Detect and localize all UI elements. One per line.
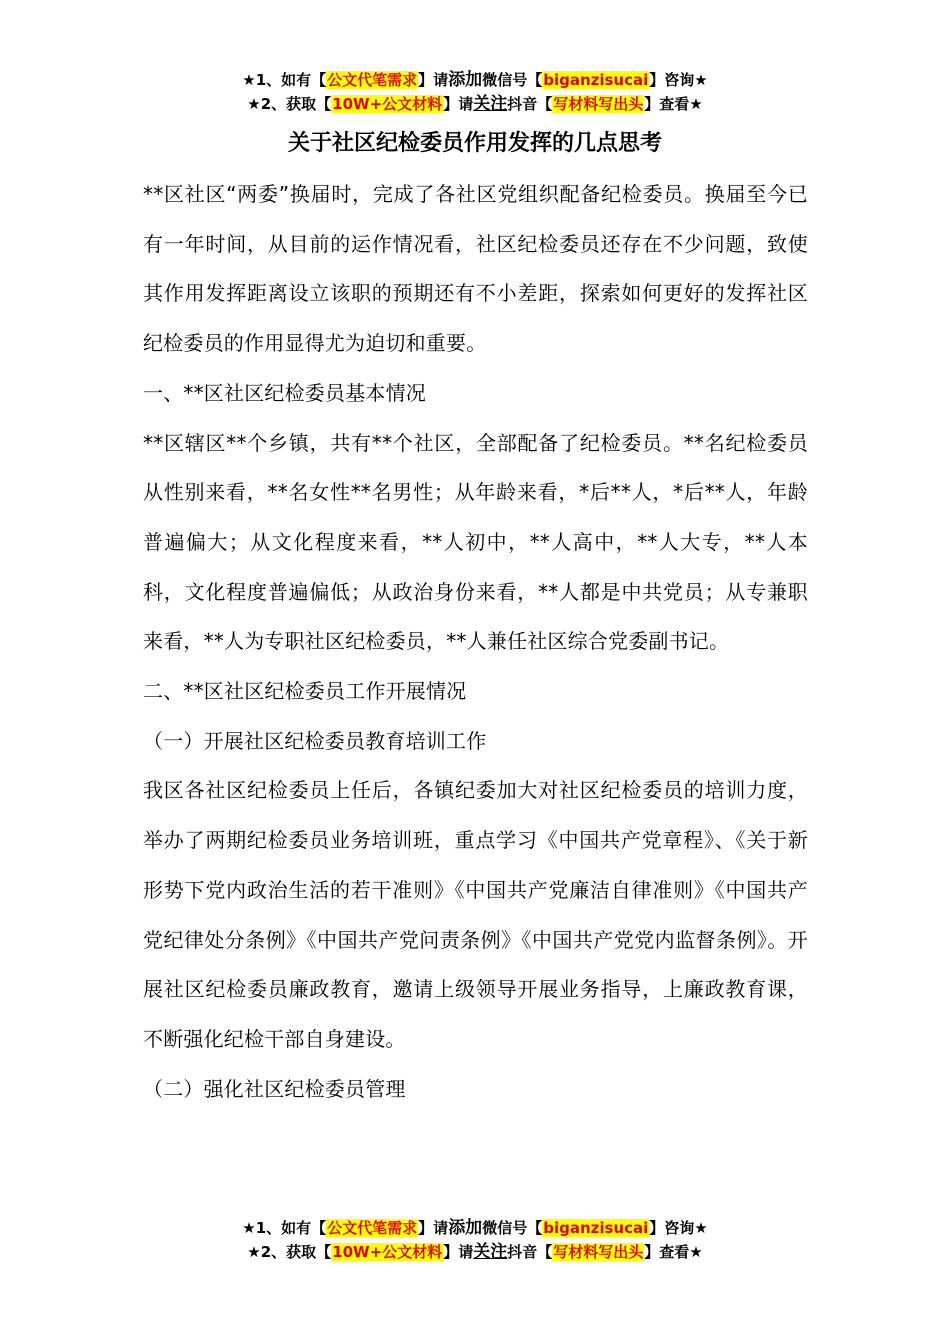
promo-line-2 (0, 1240, 950, 1264)
bottom-promo-banner (0, 1216, 950, 1264)
promo-emphasis: 添加 (448, 70, 483, 90)
promo-text: 】咨询★ (649, 1219, 708, 1237)
promo-highlight: 10W+公文材料 (332, 1243, 443, 1261)
promo-highlight: biganzisucai (543, 71, 649, 89)
promo-highlight: 写材料写出头 (553, 1243, 644, 1261)
document-title: 关于社区纪检委员作用发挥的几点思考 (287, 131, 662, 156)
promo-text: 】请 (418, 71, 449, 89)
promo-text: ★2、获取【 (247, 1243, 332, 1261)
promo-text: 微信号【 (482, 71, 543, 89)
promo-text: ★2、获取【 (247, 95, 332, 113)
section-heading-2: 二、**区社区纪检委员工作开展情况 (143, 679, 467, 704)
promo-text: 微信号【 (482, 1219, 543, 1237)
promo-highlight: 写材料写出头 (553, 95, 644, 113)
promo-line-1 (0, 1216, 950, 1240)
promo-highlight: biganzisucai (543, 1219, 649, 1237)
promo-highlight: 10W+公文材料 (332, 95, 443, 113)
promo-emphasis: 关注 (473, 1242, 508, 1262)
paragraph-training: 我区各社区纪检委员上任后，各镇纪委加大对社区纪检委员的培训力度，举办了两期纪检委员业务培训班，重点学习《中国共产党章程》、《关于新形势下党内政治生活的若干准则》《中国共产党廉洁自律准则》《中国共产党纪律处分条例》《中国共产党问责条例》《中国共产党党内监督条例》。开展社区纪检委员廉政教育，邀请上级领导开展业务指导，上廉政教育课，不断强化纪检干部自身建设。 (143, 778, 808, 1051)
subsection-heading-1: （一）开展社区纪检委员教育培训工作 (143, 728, 487, 753)
promo-text: ★1、如有【 (242, 71, 327, 89)
paragraph-basic-info: **区辖区**个乡镇，共有**个社区，全部配备了纪检委员。**名纪检委员从性别来看，**名女性**名男性；从年龄来看，*后**人，*后**人，年龄普遍偏大；从文化程度来看，**人初中，**人高中，**人大专，**人本科，文化程度普遍偏低；从政治身份来看，**人都是中共党员；从专兼职来看，**人为专职社区纪检委员，**人兼任社区综合党委副书记。 (143, 430, 808, 654)
promo-line-1 (0, 68, 950, 92)
promo-text: 】请 (443, 1243, 474, 1261)
promo-highlight: 公文代笔需求 (327, 1219, 418, 1237)
promo-text: 】请 (443, 95, 474, 113)
promo-emphasis: 关注 (473, 94, 508, 114)
section-heading-1: 一、**区社区纪检委员基本情况 (143, 380, 426, 405)
document-body (143, 170, 808, 1114)
promo-line-2 (0, 92, 950, 116)
promo-text: 抖音【 (507, 95, 553, 113)
promo-text: 】请 (418, 1219, 449, 1237)
promo-emphasis: 添加 (448, 1218, 483, 1238)
promo-text: 】查看★ (644, 95, 703, 113)
promo-text: 抖音【 (507, 1243, 553, 1261)
promo-highlight: 公文代笔需求 (327, 71, 418, 89)
promo-text: 】咨询★ (649, 71, 708, 89)
paragraph-intro: **区社区“两委”换届时，完成了各社区党组织配备纪检委员。换届至今已有一年时间，从目前的运作情况看，社区纪检委员还存在不少问题，致使其作用发挥距离设立该职的预期还有不小差距，探索如何更好的发挥社区纪检委员的作用显得尤为迫切和重要。 (143, 182, 808, 356)
subsection-heading-2: （二）强化社区纪检委员管理 (143, 1076, 406, 1101)
promo-text: ★1、如有【 (242, 1219, 327, 1237)
top-promo-banner (0, 68, 950, 116)
promo-text: 】查看★ (644, 1243, 703, 1261)
